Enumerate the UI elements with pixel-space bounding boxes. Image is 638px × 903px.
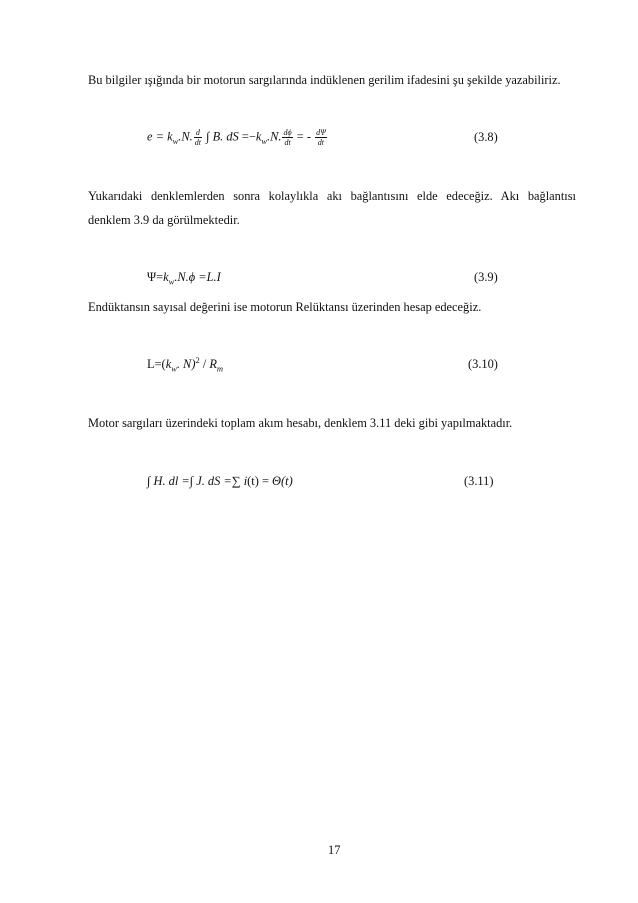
eq38-k: k: [167, 129, 173, 144]
eq38-frac3-den: dt: [317, 138, 324, 147]
eq38-lhs: e =: [147, 129, 164, 144]
equation-number-3-11: (3.11): [464, 474, 494, 488]
page-number: 17: [328, 843, 341, 857]
equation-3-10: [147, 354, 224, 374]
equation-3-9: [147, 270, 221, 285]
eq39-rest: .N.ϕ =L.I: [174, 270, 221, 284]
equation-number-3-10: (3.10): [468, 357, 498, 371]
eq310-lhs: L=(: [147, 357, 166, 371]
eq38-frac2-den: dt: [284, 138, 291, 147]
eq38-dotN: .N.: [178, 129, 193, 144]
eq310-dotN: . N): [176, 357, 196, 371]
eq38-w2: w: [261, 135, 268, 146]
equation-number-3-8: (3.8): [474, 130, 498, 144]
eq39-psi: Ψ=: [147, 270, 164, 284]
eq310-m: m: [216, 363, 224, 374]
paragraph-3: Endüktansın sayısal değerini ise motorun Relüktansı üzerinden hesap edeceğiz.: [88, 300, 482, 314]
eq310-k: k: [165, 357, 172, 371]
eq38-dS: . dS: [220, 129, 239, 144]
paragraph-2-line-1: Yukarıdaki denklemlerden sonra kolaylıkla akı bağlantısını elde edeceğiz. Akı bağlantısı: [88, 189, 576, 203]
equation-3-11: [147, 474, 293, 489]
eq38-dotN2: .N.: [267, 129, 282, 144]
eq311-part1: ∫ H. dl =∫ J. dS =∑: [147, 474, 244, 488]
eq39-w: w: [168, 276, 175, 287]
eq38-integral: ∫: [206, 129, 210, 144]
eq38-eqdash: = -: [296, 129, 311, 144]
eq38-frac-d-dt: [194, 128, 202, 147]
eq38-B: B: [212, 129, 221, 144]
eq39-k: k: [163, 270, 169, 284]
eq38-frac-dphi-dt: [282, 128, 292, 147]
eq38-frac-den: dt: [194, 138, 201, 147]
eq38-frac-dpsi-dt: [315, 128, 327, 147]
eq310-sq: 2: [195, 354, 200, 365]
eq311-theta: Θ(t): [272, 474, 293, 488]
paragraph-2-line-2: denklem 3.9 da görülmektedir.: [88, 213, 240, 227]
eq38-w: w: [172, 135, 179, 146]
eq310-R: R: [209, 357, 217, 371]
eq311-t: (t) =: [247, 474, 273, 488]
eq38-frac3-num: dΨ: [316, 128, 326, 137]
equation-3-8: [147, 128, 328, 147]
eq38-eqminus: =−: [241, 129, 256, 144]
eq38-frac2-num: dϕ: [283, 128, 292, 137]
eq310-slash: /: [199, 357, 210, 371]
eq311-i: i: [243, 474, 248, 488]
eq38-k2: k: [255, 129, 262, 144]
eq38-frac-num: d: [194, 128, 202, 138]
equation-number-3-9: (3.9): [474, 270, 498, 284]
paragraph-4: Motor sargıları üzerindeki toplam akım hesabı, denklem 3.11 deki gibi yapılmaktadır.: [88, 416, 513, 430]
eq310-w: w: [171, 363, 177, 374]
paragraph-1: Bu bilgiler ışığında bir motorun sargılarında indüklenen gerilim ifadesini şu şekilde yazabiliriz.: [88, 73, 561, 87]
